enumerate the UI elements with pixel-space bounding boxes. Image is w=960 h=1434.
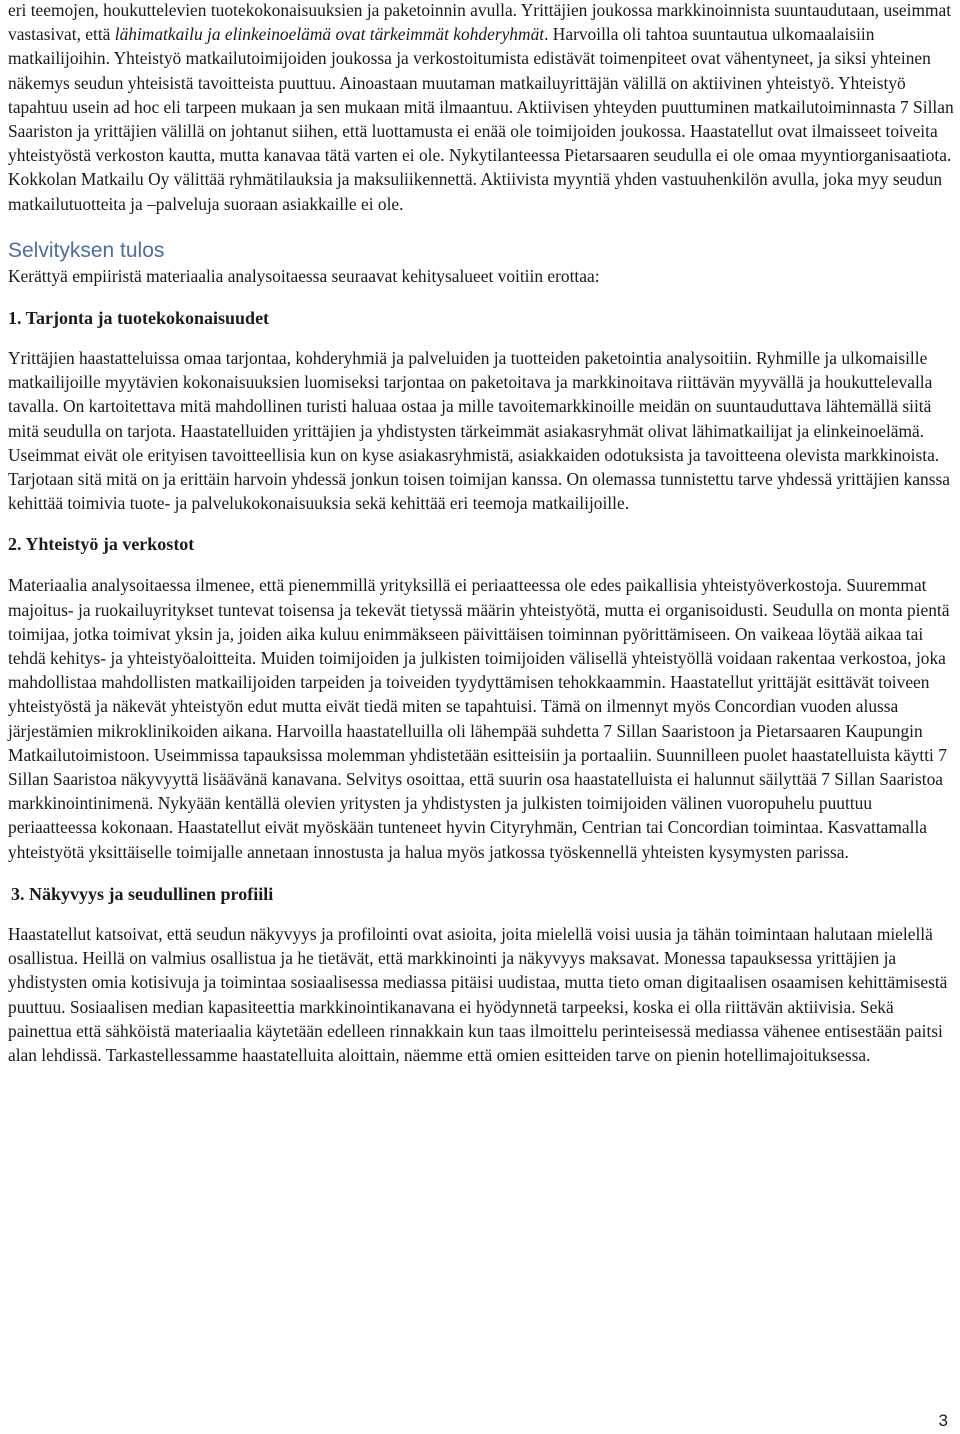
heading-cooperation: 2. Yhteistyö ja verkostot bbox=[8, 534, 195, 555]
intro-paragraph bbox=[8, 0, 954, 216]
cooperation-paragraph: Materiaalia analysoitaessa ilmenee, että pienemmillä yrityksillä ei periaatteessa ole edes paikallisia yhteistyöverkostoja. Suuremmat majoitus- ja ruokailuyritykset tuntevat toisensa ja tekevät tietyssä määrin yhteistyötä, mutta ei organisoidusti. Seudulla on monta pientä toimijaa, jotka toimivat yksin ja, joiden aika kuluu enimmäkseen päivittäisen toiminnan pyörittämiseen. On vaikeaa löytää aikaa tai tehdä kehitys- ja yhteistyöaloitteita. Muiden toimijoiden ja julkisten toimijoiden välisellä yhteistyöllä voidaan rakentaa verkostoa, joka mahdollistaa mahdollisten matkailijoiden tarpeiden ja toiveiden tyydyttämisen tehokkaammin. Haastatellut yrittäjät esittävät toiveen yhteistyöstä ja näkevät yhteistyön edut mutta eivät tiedä miten se tapahtuisi. Tämä on ilmennyt myös Concordian vuoden alussa järjestämien mikroklinikoiden aikana. Harvoilla haastatelluilla oli lähempää suhdetta 7 Sillan Saaristoon ja Pietarsaaren Kaupungin Matkailutoimistoon. Useimmissa tapauksissa molemman yhdistetään esitteisiin ja portaaliin. Suunnilleen puolet haastatelluista käytti 7 Sillan Saaristoa näkyvyyttä lisäävänä kanavana. Selvitys osoittaa, että suurin osa haastatelluista ei halunnut säilyttää 7 Sillan Saaristoa markkinointinimenä. Nykyään kentällä olevien yritysten ja yhdistysten ja julkisten toimijoiden välinen vuoropuhelu puuttuu periaatteessa kokonaan. Haastatellut eivät myöskään tunteneet hyvin Cityryhmän, Centrian tai Concordian toimintaa. Kasvattamalla yhteistyötä yksittäiselle toimijalle annetaan innostusta ja halua myös jatkossa työskennellä yhteisten kysymysten parissa. bbox=[8, 575, 950, 862]
intro-text-b: . Harvoilla oli tahtoa suuntautua ulkomaalaisiin matkailijoihin. Yhteistyö matkailutoimijoiden joukossa ja verkostoitumista edistävät toimenpiteet ovat vähentyneet, ja siksi yhteinen näkemys seudun yhteisistä tavoitteista puuttuu. Ainoastaan muutaman matkailuyrittäjän välillä on aktiivinen yhteistyö. Yhteistyö tapahtuu usein ad hoc eli tarpeen mukaan ja sen mukaan mitä ilmaantuu. Aktiivisen yhteyden puuttuminen matkailutoiminnasta 7 Sillan Saariston ja yrittäjien välillä on johtanut siihen, että luottamusta ei enää ole toimijoiden joukossa. Haastatellut ovat ilmaisseet toiveita yhteistyöstä verkoston kautta, mutta kanavaa tätä varten ei ole. Nykytilanteessa Pietarsaaren seudulla ei ole omaa myyntiorganisaatiota. Kokkolan Matkailu Oy välittää ryhmätilauksia ja maksuliikennettä. Aktiivista myyntiä yhden vastuuhenkilön avulla, joka myy seudun matkailutuotteita ja –palveluja suoraan asiakkaille ei ole. bbox=[8, 24, 954, 214]
heading-visibility: 3. Näkyvyys ja seudullinen profiili bbox=[11, 883, 274, 904]
heading-offering: 1. Tarjonta ja tuotekokonaisuudet bbox=[8, 308, 270, 329]
section-lead: Kerättyä empiiristä materiaalia analysoitaessa seuraavat kehitysalueet voitiin erottaa: bbox=[8, 265, 600, 286]
section-title: Selvityksen tulos bbox=[8, 238, 165, 262]
intro-emphasis: lähimatkailu ja elinkeinoelämä ovat tärkeimmät kohderyhmät bbox=[114, 24, 545, 45]
visibility-paragraph: Haastatellut katsoivat, että seudun näkyvyys ja profilointi ovat asioita, joita mielellä voisi uusia ja tähän toimintaan halutaan mielellä osallistua. Heillä on valmius osallistua ja he tietävät, että markkinointi ja näkyvyys maksavat. Monessa tapauksessa yrittäjien ja yhdistysten omia kotisivuja ja toimintaa sosiaalisessa mediassa pitäisi uudistaa, mutta tieto oman digitaalisen osaamisen kehittämisestä puuttuu. Sosiaalisen median kapasiteettia markkinointikanavana ei hyödynnetä tarpeeksi, koska ei olla riittävän aktiivisia. Sekä painettua että sähköistä materiaalia käytetään edelleen rinnakkain kun taas ilmoittelu perinteisessä mediassa vähenee entisestään paitsi alan lehdissä. Tarkastellessamme haastatelluita aloittain, näemme että omien esitteiden tarve on pienin hotellimajoituksessa. bbox=[8, 923, 948, 1065]
offering-paragraph: Yrittäjien haastatteluissa omaa tarjontaa, kohderyhmiä ja palveluiden ja tuotteiden paketointia analysoitiin. Ryhmille ja ulkomaisille matkailijoille myytävien kokonaisuuksien luomiseksi tarjontaa on paketoitava ja markkinoitava riittävän myyvällä ja houkuttelevalla tavalla. On kartoitettava mitä mahdollinen turisti haluaa ostaa ja mille tavoitemarkkinoille meidän on suuntauduttava lähtemällä siitä mitä seudulla on tarjota. Haastatelluiden yrittäjien ja yhdistysten tärkeimmät asiakasryhmät olivat lähimatkailijat ja elinkeinoelämä. Useimmat eivät ole erityisen tavoitteellisia kun on kyse asiakasryhmistä, asiakkaiden odotuksista ja tavoitteena olevista markkinoista. Tarjotaan sitä mitä on ja erittäin harvoin yhdessä jonkun toisen toimijan kanssa. On olemassa tunnistettu tarve yhdessä yrittäjien kanssa kehittää toimivia tuote- ja palvelukokonaisuuksia sekä kehittää eri teemoja matkailijoille. bbox=[8, 348, 951, 514]
page-number: 3 bbox=[938, 1411, 948, 1430]
document-page bbox=[8, 0, 954, 1067]
intro-text-a: eri teemojen, houkuttelevien tuotekokonaisuuksien ja paketoinnin avulla. Yrittäjien joukossa markkinoinnista suuntaudutaan, useimmat vastasivat, että bbox=[8, 0, 952, 45]
